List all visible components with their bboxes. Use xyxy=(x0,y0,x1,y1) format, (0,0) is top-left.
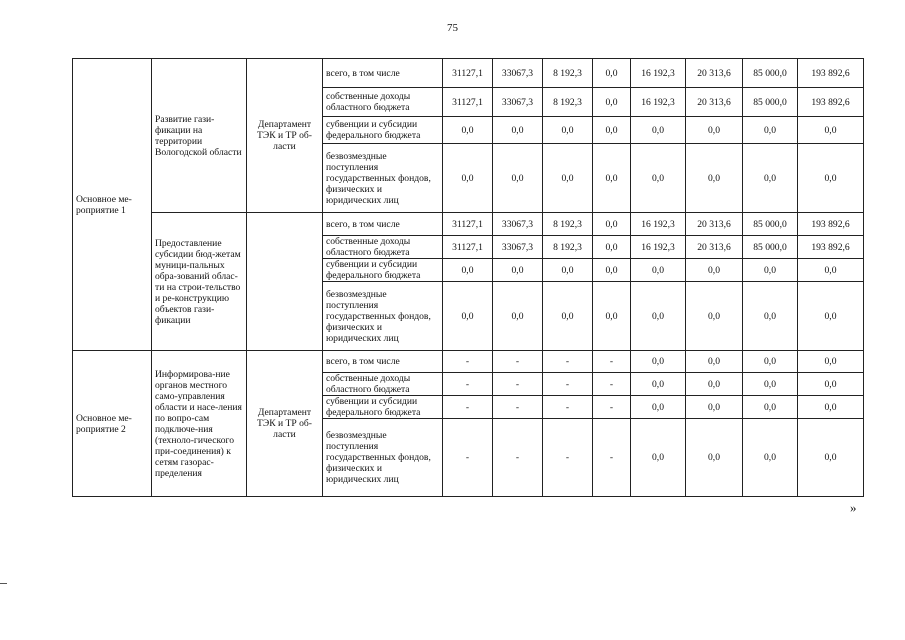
amount-cell: 16 192,3 xyxy=(631,88,686,117)
amount-cell: 0,0 xyxy=(593,144,631,213)
amount-cell: 8 192,3 xyxy=(543,88,593,117)
amount-cell: 0,0 xyxy=(593,259,631,282)
executor-cell: Департамент ТЭК и ТР об-ласти xyxy=(247,59,323,213)
table-body xyxy=(73,59,864,497)
amount-cell: - xyxy=(543,373,593,396)
amount-cell: 0,0 xyxy=(743,396,798,419)
amount-cell: 0,0 xyxy=(798,419,864,497)
amount-cell: 0,0 xyxy=(686,117,743,144)
funding-source-cell: собственные доходы областного бюджета xyxy=(323,373,443,396)
funding-source-cell: безвозмездные поступления государственных фондов, физических и юридических лиц xyxy=(323,282,443,351)
amount-cell: 0,0 xyxy=(798,117,864,144)
amount-cell: 0,0 xyxy=(686,419,743,497)
amount-cell: 0,0 xyxy=(593,213,631,236)
funding-source-cell: безвозмездные поступления государственных фондов, физических и юридических лиц xyxy=(323,419,443,497)
funding-source-cell: собственные доходы областного бюджета xyxy=(323,88,443,117)
amount-cell: 0,0 xyxy=(686,351,743,373)
amount-cell: 193 892,6 xyxy=(798,236,864,259)
amount-cell: 85 000,0 xyxy=(743,213,798,236)
amount-cell: - xyxy=(443,419,493,497)
amount-cell: 0,0 xyxy=(443,282,493,351)
amount-cell: - xyxy=(593,419,631,497)
funding-source-cell: субвенции и субсидии федерального бюджета xyxy=(323,396,443,419)
amount-cell: 0,0 xyxy=(631,351,686,373)
funding-source-cell: безвозмездные поступления государственных фондов, физических и юридических лиц xyxy=(323,144,443,213)
measure-code-cell: Основное ме-роприятие 2 xyxy=(73,351,152,497)
amount-cell: 31127,1 xyxy=(443,236,493,259)
amount-cell: 0,0 xyxy=(798,396,864,419)
amount-cell: 0,0 xyxy=(493,117,543,144)
amount-cell: - xyxy=(443,351,493,373)
amount-cell: 85 000,0 xyxy=(743,236,798,259)
amount-cell: 0,0 xyxy=(743,117,798,144)
measure-name-cell: Информирова-ние органов местного само-управления области и насе-ления по вопро-сам подключе-ния (техноло-гического при-соединения) к сетям газорас-пределения xyxy=(152,351,247,497)
amount-cell: 16 192,3 xyxy=(631,59,686,88)
amount-cell: 0,0 xyxy=(543,259,593,282)
amount-cell: 0,0 xyxy=(686,282,743,351)
funding-source-cell: субвенции и субсидии федерального бюджета xyxy=(323,117,443,144)
amount-cell: - xyxy=(543,419,593,497)
amount-cell: 0,0 xyxy=(593,88,631,117)
amount-cell: - xyxy=(593,373,631,396)
amount-cell: 31127,1 xyxy=(443,88,493,117)
amount-cell: 20 313,6 xyxy=(686,59,743,88)
amount-cell: 20 313,6 xyxy=(686,236,743,259)
amount-cell: - xyxy=(493,373,543,396)
amount-cell: - xyxy=(493,396,543,419)
amount-cell: 20 313,6 xyxy=(686,88,743,117)
funding-source-cell: собственные доходы областного бюджета xyxy=(323,236,443,259)
amount-cell: 33067,3 xyxy=(493,213,543,236)
amount-cell: - xyxy=(443,396,493,419)
amount-cell: 85 000,0 xyxy=(743,88,798,117)
amount-cell: - xyxy=(543,351,593,373)
amount-cell: 8 192,3 xyxy=(543,236,593,259)
amount-cell: 0,0 xyxy=(686,259,743,282)
amount-cell: 0,0 xyxy=(543,144,593,213)
amount-cell: 0,0 xyxy=(686,144,743,213)
amount-cell: 0,0 xyxy=(493,144,543,213)
amount-cell: 33067,3 xyxy=(493,59,543,88)
executor-cell xyxy=(247,213,323,351)
amount-cell: 0,0 xyxy=(493,259,543,282)
amount-cell: 16 192,3 xyxy=(631,236,686,259)
amount-cell: - xyxy=(543,396,593,419)
amount-cell: 16 192,3 xyxy=(631,213,686,236)
amount-cell: 0,0 xyxy=(798,351,864,373)
amount-cell: 0,0 xyxy=(543,282,593,351)
amount-cell: 0,0 xyxy=(593,236,631,259)
table-row xyxy=(73,213,864,236)
funding-source-cell: всего, в том числе xyxy=(323,213,443,236)
amount-cell: 31127,1 xyxy=(443,213,493,236)
amount-cell: 0,0 xyxy=(631,373,686,396)
amount-cell: 31127,1 xyxy=(443,59,493,88)
funding-source-cell: всего, в том числе xyxy=(323,351,443,373)
amount-cell: 33067,3 xyxy=(493,236,543,259)
amount-cell: 0,0 xyxy=(743,373,798,396)
executor-cell: Департамент ТЭК и ТР об-ласти xyxy=(247,351,323,497)
amount-cell: 0,0 xyxy=(798,373,864,396)
amount-cell: - xyxy=(493,419,543,497)
amount-cell: - xyxy=(443,373,493,396)
amount-cell: 0,0 xyxy=(443,259,493,282)
amount-cell: 193 892,6 xyxy=(798,59,864,88)
closing-quote: » xyxy=(850,500,857,515)
amount-cell: 0,0 xyxy=(798,144,864,213)
table-row xyxy=(73,351,864,373)
amount-cell: 0,0 xyxy=(593,117,631,144)
amount-cell: - xyxy=(593,351,631,373)
amount-cell: 0,0 xyxy=(743,419,798,497)
amount-cell: 0,0 xyxy=(443,117,493,144)
amount-cell: 0,0 xyxy=(631,282,686,351)
funding-source-cell: всего, в том числе xyxy=(323,59,443,88)
amount-cell: 0,0 xyxy=(631,144,686,213)
page-number: 75 xyxy=(447,22,458,34)
amount-cell: 0,0 xyxy=(631,396,686,419)
amount-cell: 8 192,3 xyxy=(543,59,593,88)
amount-cell: 0,0 xyxy=(743,144,798,213)
measure-code-cell: Основное ме-роприятие 1 xyxy=(73,59,152,351)
amount-cell: 0,0 xyxy=(543,117,593,144)
table-row xyxy=(73,59,864,88)
funding-source-cell: субвенции и субсидии федерального бюджета xyxy=(323,259,443,282)
amount-cell: 0,0 xyxy=(686,373,743,396)
amount-cell: 85 000,0 xyxy=(743,59,798,88)
amount-cell: 0,0 xyxy=(743,282,798,351)
amount-cell: 0,0 xyxy=(798,259,864,282)
amount-cell: 33067,3 xyxy=(493,88,543,117)
amount-cell: 0,0 xyxy=(743,351,798,373)
amount-cell: 0,0 xyxy=(631,419,686,497)
amount-cell: 8 192,3 xyxy=(543,213,593,236)
amount-cell: 193 892,6 xyxy=(798,213,864,236)
amount-cell: - xyxy=(593,396,631,419)
amount-cell: 20 313,6 xyxy=(686,213,743,236)
amount-cell: 0,0 xyxy=(686,396,743,419)
amount-cell: 0,0 xyxy=(743,259,798,282)
amount-cell: - xyxy=(493,351,543,373)
margin-dash xyxy=(0,583,7,584)
amount-cell: 0,0 xyxy=(798,282,864,351)
amount-cell: 0,0 xyxy=(631,117,686,144)
amount-cell: 0,0 xyxy=(493,282,543,351)
amount-cell: 193 892,6 xyxy=(798,88,864,117)
budget-table xyxy=(72,58,864,497)
amount-cell: 0,0 xyxy=(631,259,686,282)
measure-name-cell: Предоставление субсидии бюд-жетам муници-пальных обра-зований облас-ти на строи-тельство и ре-конструкцию объектов гази-фикации xyxy=(152,213,247,351)
amount-cell: 0,0 xyxy=(443,144,493,213)
measure-name-cell: Развитие гази-фикации на территории Вологодской области xyxy=(152,59,247,213)
amount-cell: 0,0 xyxy=(593,59,631,88)
amount-cell: 0,0 xyxy=(593,282,631,351)
